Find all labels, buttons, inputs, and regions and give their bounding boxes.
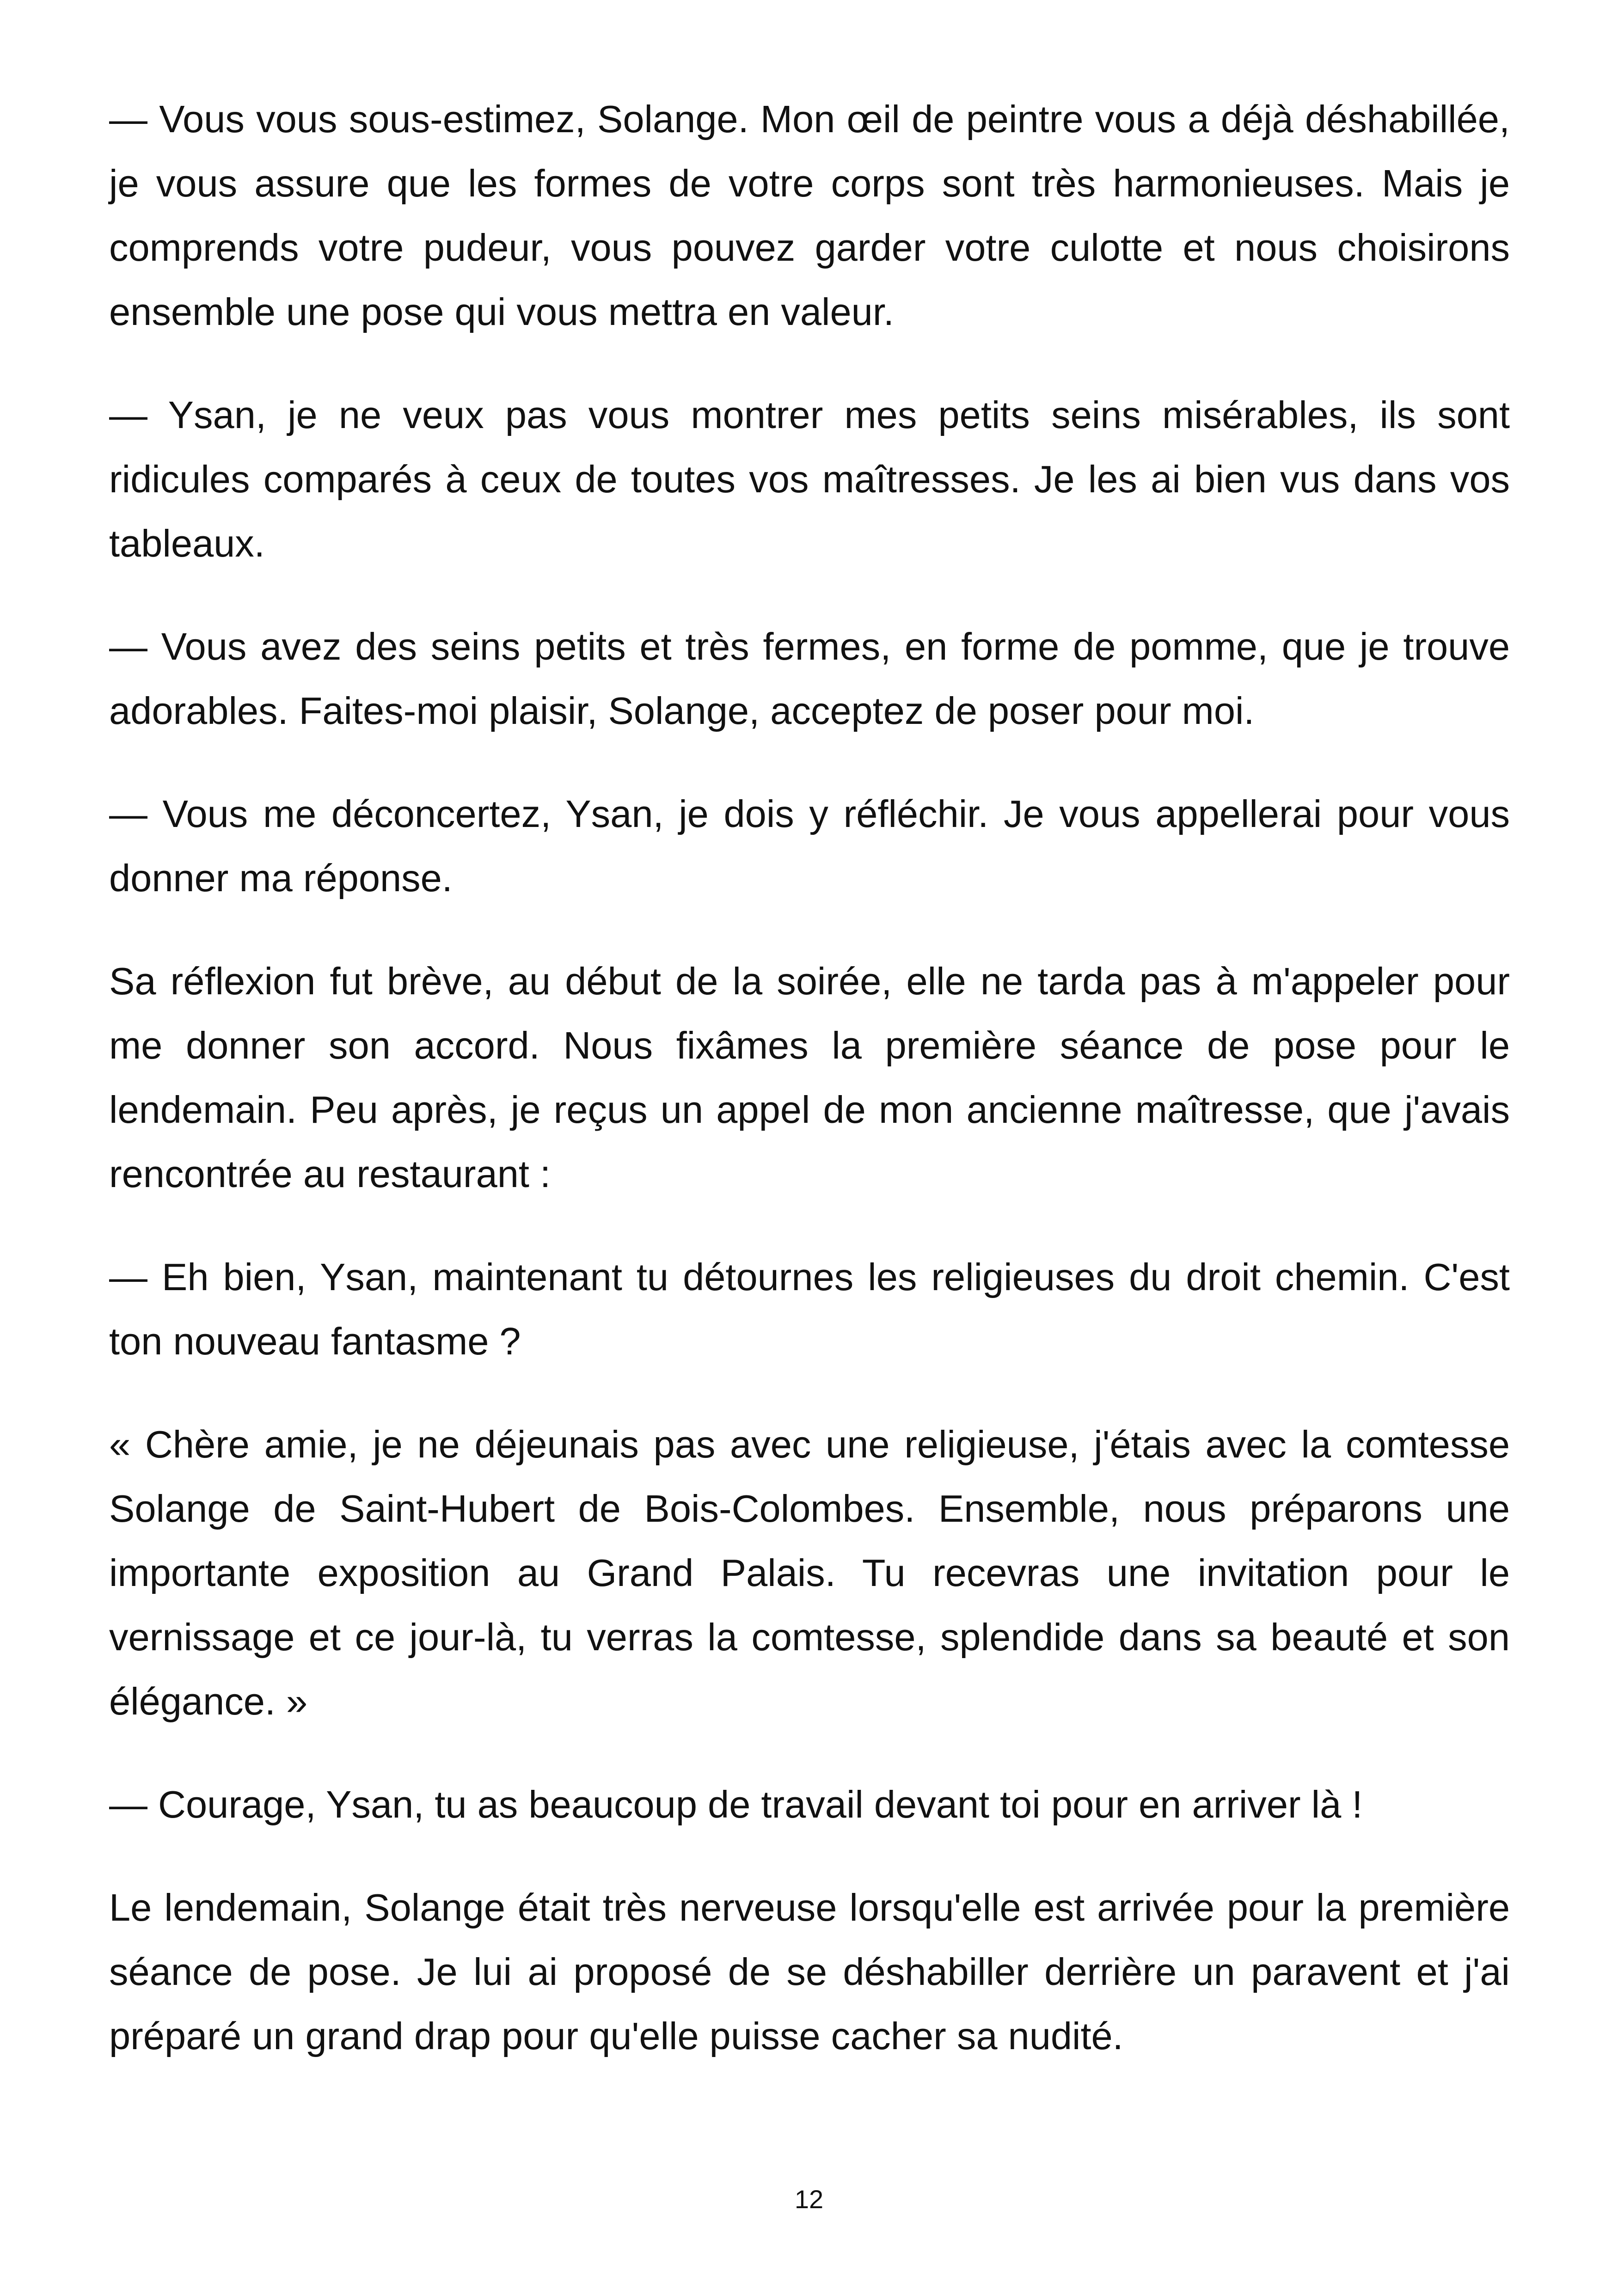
body-text: [109, 87, 1510, 2107]
page-number: 12: [794, 2185, 824, 2214]
paragraph-3: — Vous avez des seins petits et très fermes, en forme de pomme, que je trouve adorables. Faites-moi plaisir, Solange, acceptez de poser pour moi.: [109, 625, 1510, 732]
paragraph-2: — Ysan, je ne veux pas vous montrer mes petits seins misérables, ils sont ridicules comparés à ceux de toutes vos maîtresses. Je les ai bien vus dans vos tableaux.: [109, 393, 1510, 565]
paragraph-4: — Vous me déconcertez, Ysan, je dois y réfléchir. Je vous appellerai pour vous donner ma réponse.: [109, 792, 1510, 900]
paragraph-8: — Courage, Ysan, tu as beaucoup de travail devant toi pour en arriver là !: [109, 1783, 1363, 1826]
paragraph-5: Sa réflexion fut brève, au début de la soirée, elle ne tarda pas à m'appeler pour me donner son accord. Nous fixâmes la première séance de pose pour le lendemain. Peu après, je reçus un appel de mon ancienne maîtresse, que j'avais rencontrée au restaurant :: [109, 960, 1510, 1195]
paragraph-9: Le lendemain, Solange était très nerveuse lorsqu'elle est arrivée pour la première séance de pose. Je lui ai proposé de se déshabiller derrière un paravent et j'ai préparé un grand drap pour qu'elle puisse cacher sa nudité.: [109, 1886, 1510, 2057]
paragraph-6: — Eh bien, Ysan, maintenant tu détournes les religieuses du droit chemin. C'est ton nouveau fantasme ?: [109, 1255, 1510, 1363]
paragraph-7: « Chère amie, je ne déjeunais pas avec une religieuse, j'étais avec la comtesse Solange de Saint-Hubert de Bois-Colombes. Ensemble, nous préparons une importante exposition au Grand Palais. Tu recevras une invitation pour le vernissage et ce jour-là, tu verras la comtesse, splendide dans sa beauté et son élégance. »: [109, 1423, 1510, 1723]
paragraph-1: — Vous vous sous-estimez, Solange. Mon œil de peintre vous a déjà déshabillée, je vous assure que les formes de votre corps sont très harmonieuses. Mais je comprends votre pudeur, vous pouvez garder votre culotte et nous choisirons ensemble une pose qui vous mettra en valeur.: [109, 98, 1510, 333]
